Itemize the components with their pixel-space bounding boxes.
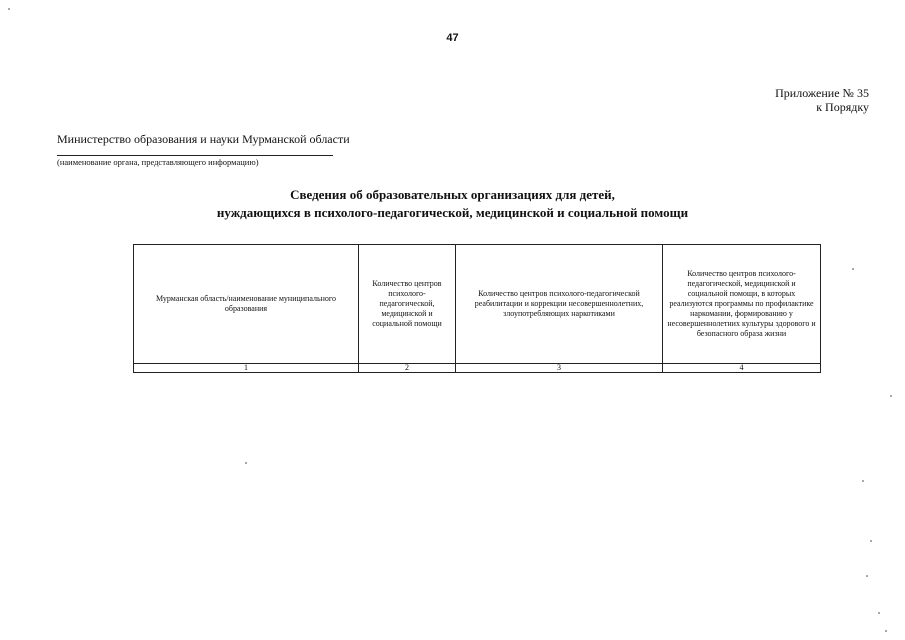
document-title-line-2: нуждающихся в психолого-педагогической, медицинской и социальной помощи xyxy=(216,205,689,220)
appendix-line-2: к Порядку xyxy=(816,100,869,114)
column-number-1: 1 xyxy=(134,364,359,373)
scan-speck xyxy=(890,395,892,397)
document-title-line-1: Сведения об образовательных организациях для детей, xyxy=(290,187,615,202)
organization-name: Министерство образования и науки Мурманской области xyxy=(57,132,350,146)
scan-speck xyxy=(862,480,864,482)
appendix-reference xyxy=(775,86,869,114)
organization-caption: (наименование органа, представляющего информацию) xyxy=(57,157,259,167)
scan-speck xyxy=(878,612,880,614)
column-number-3: 3 xyxy=(456,364,663,373)
table-column-number-row xyxy=(134,364,821,373)
scan-speck xyxy=(885,630,887,632)
scan-speck xyxy=(866,575,868,577)
scan-speck xyxy=(870,540,872,542)
scan-speck xyxy=(852,268,854,270)
document-title xyxy=(0,186,905,222)
header-cell-rehab-centers-count: Количество центров психолого-педагогической реабилитации и коррекции несовершеннолетних, злоупотребляющих наркотиками xyxy=(456,245,663,364)
table-header-row xyxy=(134,245,821,364)
header-cell-centers-count: Количество центров психолого-педагогической, медицинской и социальной помощи xyxy=(359,245,456,364)
header-cell-prevention-centers-count: Количество центров психолого-педагогической, медицинской и социальной помощи, в которых реализуются программы по профилактике наркомании, формированию у несовершеннолетних культуры здорового и безопасного образа жизни xyxy=(663,245,821,364)
organization-underline xyxy=(57,155,333,156)
page-number: 47 xyxy=(446,32,459,44)
info-table xyxy=(133,244,821,373)
appendix-line-1: Приложение № 35 xyxy=(775,86,869,100)
column-number-4: 4 xyxy=(663,364,821,373)
header-cell-municipality: Мурманская область/наименование муниципального образования xyxy=(134,245,359,364)
column-number-2: 2 xyxy=(359,364,456,373)
scan-speck xyxy=(245,462,247,464)
scan-speck xyxy=(8,8,10,10)
